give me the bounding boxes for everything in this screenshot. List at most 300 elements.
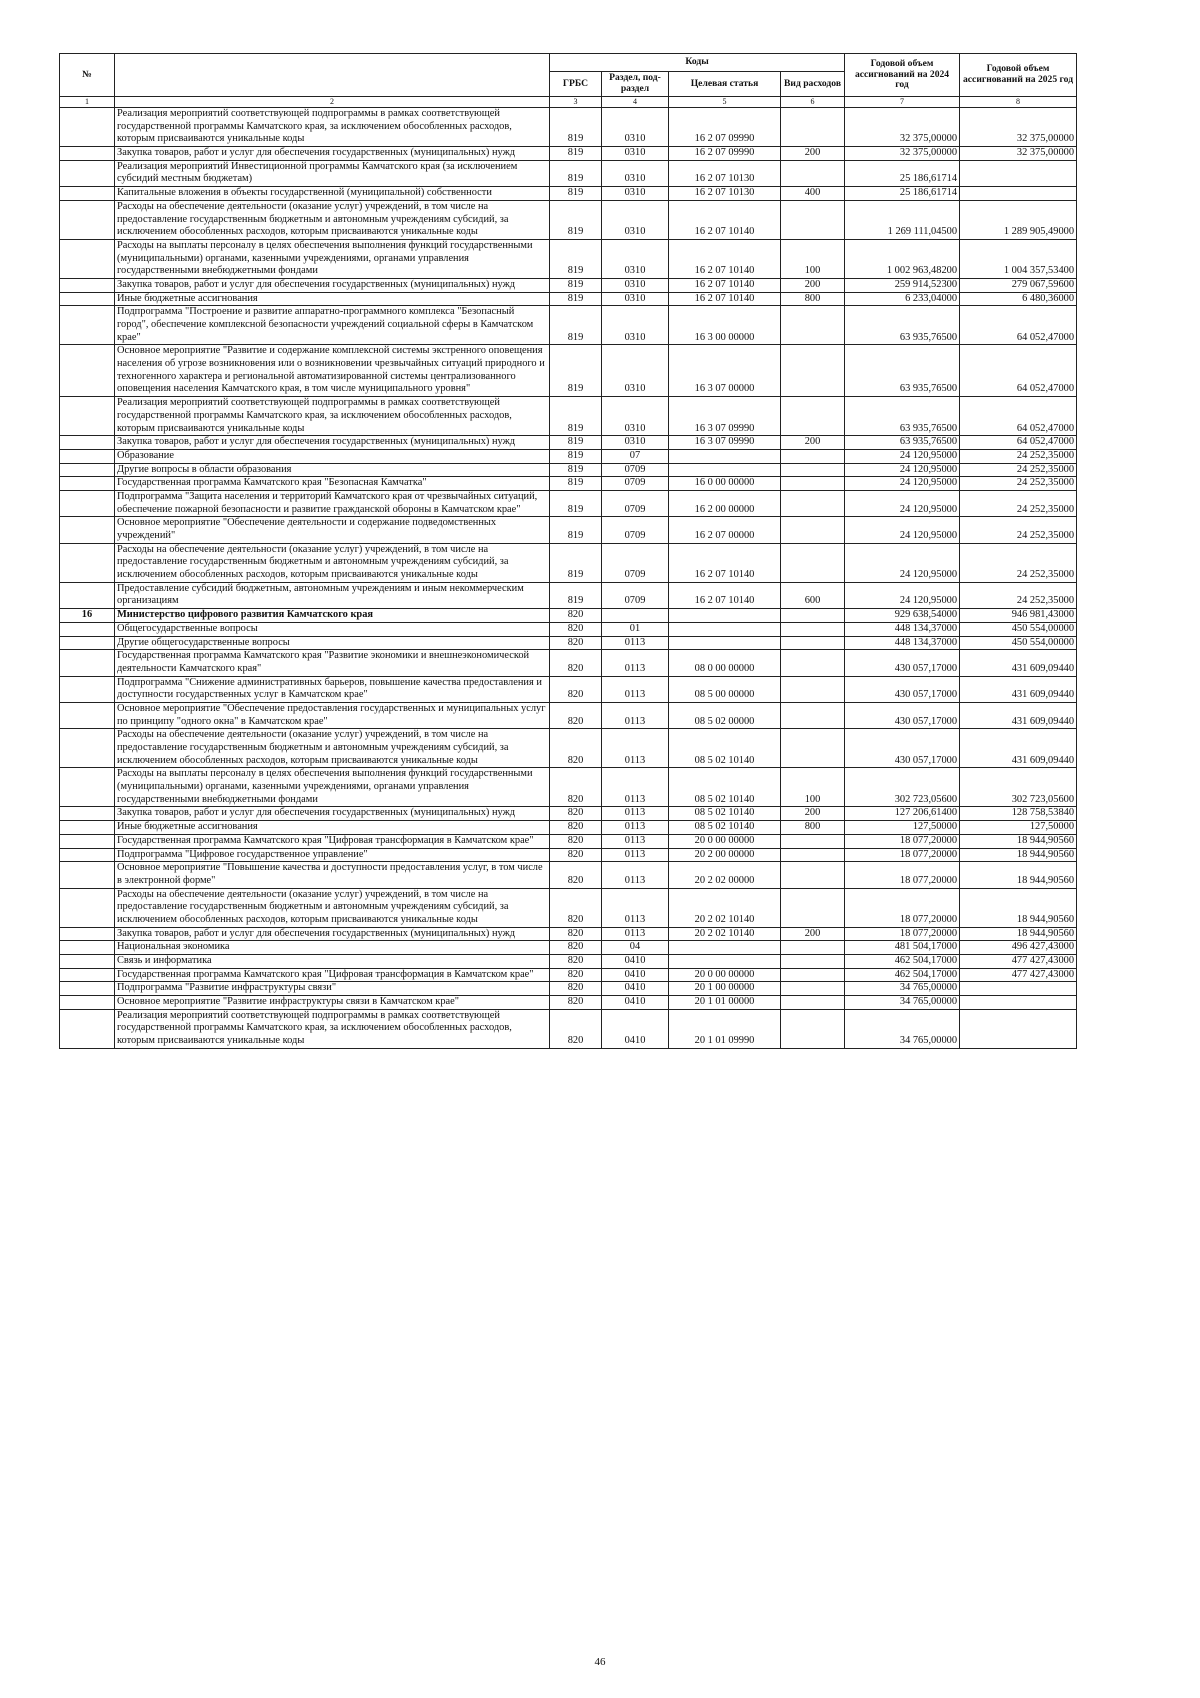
row-grbs: 819 <box>550 160 602 186</box>
row-target: 08 5 00 00000 <box>669 676 781 702</box>
row-target: 16 2 07 10140 <box>669 292 781 306</box>
row-amount-2025: 24 252,35000 <box>960 449 1077 463</box>
row-section: 0113 <box>602 702 669 728</box>
row-grbs: 819 <box>550 278 602 292</box>
row-amount-2025: 32 375,00000 <box>960 108 1077 147</box>
row-grbs: 820 <box>550 768 602 807</box>
row-section: 0310 <box>602 345 669 397</box>
row-amount-2024: 24 120,95000 <box>845 543 960 582</box>
row-amount-2024: 929 638,54000 <box>845 609 960 623</box>
row-section: 0113 <box>602 729 669 768</box>
row-amount-2024: 24 120,95000 <box>845 517 960 543</box>
table-row <box>60 345 1172 397</box>
row-amount-2025: 477 427,43000 <box>960 968 1077 982</box>
row-number <box>60 160 115 186</box>
row-section: 0410 <box>602 968 669 982</box>
row-amount-2024: 302 723,05600 <box>845 768 960 807</box>
row-section: 0113 <box>602 768 669 807</box>
row-gap <box>1077 821 1172 835</box>
row-amount-2024: 63 935,76500 <box>845 397 960 436</box>
row-amount-2025 <box>960 982 1077 996</box>
row-number: 16 <box>60 609 115 623</box>
row-number <box>60 636 115 650</box>
row-grbs: 819 <box>550 200 602 239</box>
row-number <box>60 108 115 147</box>
table-row <box>60 768 1172 807</box>
row-gap <box>1077 636 1172 650</box>
row-target <box>669 636 781 650</box>
row-amount-2024: 259 914,52300 <box>845 278 960 292</box>
row-gap <box>1077 160 1172 186</box>
row-amount-2024: 24 120,95000 <box>845 477 960 491</box>
row-amount-2025: 128 758,53840 <box>960 807 1077 821</box>
row-name: Закупка товаров, работ и услуг для обеспечения государственных (муниципальных) нужд <box>115 807 550 821</box>
row-number <box>60 968 115 982</box>
row-grbs: 820 <box>550 941 602 955</box>
row-amount-2024: 63 935,76500 <box>845 306 960 345</box>
row-number <box>60 807 115 821</box>
row-amount-2024: 462 504,17000 <box>845 968 960 982</box>
row-grbs: 819 <box>550 108 602 147</box>
row-grbs: 819 <box>550 582 602 608</box>
row-gap <box>1077 609 1172 623</box>
row-target: 20 0 00 00000 <box>669 834 781 848</box>
row-target <box>669 955 781 969</box>
row-target: 20 1 01 09990 <box>669 1009 781 1048</box>
row-number <box>60 517 115 543</box>
table-row <box>60 397 1172 436</box>
row-expense-type <box>781 729 845 768</box>
row-section: 0310 <box>602 200 669 239</box>
row-section: 0709 <box>602 543 669 582</box>
row-section: 0709 <box>602 582 669 608</box>
row-expense-type <box>781 848 845 862</box>
row-number <box>60 729 115 768</box>
col-number-8: 8 <box>960 97 1077 108</box>
row-section: 0310 <box>602 160 669 186</box>
table-row <box>60 941 1172 955</box>
header-section: Раздел, под-раздел <box>602 72 669 97</box>
row-section: 0410 <box>602 996 669 1010</box>
row-gap <box>1077 278 1172 292</box>
row-amount-2025: 64 052,47000 <box>960 306 1077 345</box>
row-amount-2025: 18 944,90560 <box>960 888 1077 927</box>
row-expense-type <box>781 702 845 728</box>
row-amount-2024: 18 077,20000 <box>845 848 960 862</box>
row-name: Предоставление субсидий бюджетным, автономным учреждениям и иным некоммерческим организациям <box>115 582 550 608</box>
row-expense-type <box>781 345 845 397</box>
row-number <box>60 543 115 582</box>
page-number: 46 <box>594 1656 606 1668</box>
row-gap <box>1077 834 1172 848</box>
row-expense-type <box>781 834 845 848</box>
row-amount-2025: 18 944,90560 <box>960 927 1077 941</box>
row-target <box>669 463 781 477</box>
table-row <box>60 888 1172 927</box>
row-amount-2025: 450 554,00000 <box>960 622 1077 636</box>
row-grbs: 820 <box>550 650 602 676</box>
row-grbs: 819 <box>550 292 602 306</box>
row-gap <box>1077 676 1172 702</box>
row-section: 0113 <box>602 821 669 835</box>
header-codes: Коды <box>550 54 845 72</box>
row-section: 0310 <box>602 239 669 278</box>
row-target: 20 2 02 10140 <box>669 888 781 927</box>
row-section: 04 <box>602 941 669 955</box>
row-gap <box>1077 397 1172 436</box>
row-section <box>602 609 669 623</box>
row-gap <box>1077 477 1172 491</box>
row-gap <box>1077 622 1172 636</box>
row-name: Закупка товаров, работ и услуг для обеспечения государственных (муниципальных) нужд <box>115 436 550 450</box>
table-row <box>60 609 1172 623</box>
table-row <box>60 821 1172 835</box>
table-row <box>60 517 1172 543</box>
row-amount-2024: 24 120,95000 <box>845 449 960 463</box>
row-target: 20 1 00 00000 <box>669 982 781 996</box>
table-row <box>60 650 1172 676</box>
row-grbs: 819 <box>550 436 602 450</box>
table-row <box>60 1009 1172 1048</box>
row-amount-2025: 32 375,00000 <box>960 147 1077 161</box>
row-target <box>669 941 781 955</box>
row-target <box>669 609 781 623</box>
row-amount-2024: 127,50000 <box>845 821 960 835</box>
row-expense-type <box>781 1009 845 1048</box>
row-expense-type <box>781 397 845 436</box>
row-amount-2025: 1 004 357,53400 <box>960 239 1077 278</box>
table-row <box>60 292 1172 306</box>
table-row <box>60 702 1172 728</box>
row-target: 20 2 02 00000 <box>669 862 781 888</box>
row-gap <box>1077 807 1172 821</box>
row-target: 20 2 02 10140 <box>669 927 781 941</box>
row-number <box>60 582 115 608</box>
row-grbs: 820 <box>550 982 602 996</box>
row-grbs: 820 <box>550 834 602 848</box>
row-target: 08 5 02 10140 <box>669 768 781 807</box>
row-expense-type: 200 <box>781 927 845 941</box>
row-amount-2024: 18 077,20000 <box>845 862 960 888</box>
row-section: 07 <box>602 449 669 463</box>
row-section: 0410 <box>602 1009 669 1048</box>
row-number <box>60 306 115 345</box>
row-amount-2024: 24 120,95000 <box>845 490 960 516</box>
row-name: Расходы на обеспечение деятельности (оказание услуг) учреждений, в том числе на предоставление государственным бюджетным и автономным учреждениям субсидий, за исключением обособленных расходов, которым присваиваются уникальные коды <box>115 729 550 768</box>
row-name: Закупка товаров, работ и услуг для обеспечения государственных (муниципальных) нужд <box>115 278 550 292</box>
row-section: 0113 <box>602 927 669 941</box>
row-target: 16 3 07 09990 <box>669 397 781 436</box>
row-gap <box>1077 200 1172 239</box>
row-grbs: 820 <box>550 807 602 821</box>
row-expense-type <box>781 996 845 1010</box>
row-gap <box>1077 449 1172 463</box>
row-number <box>60 200 115 239</box>
row-number <box>60 397 115 436</box>
table-row <box>60 834 1172 848</box>
row-amount-2024: 34 765,00000 <box>845 982 960 996</box>
row-name: Связь и информатика <box>115 955 550 969</box>
row-section: 0410 <box>602 955 669 969</box>
table-row <box>60 729 1172 768</box>
table-row <box>60 306 1172 345</box>
row-amount-2025: 18 944,90560 <box>960 834 1077 848</box>
row-grbs: 820 <box>550 862 602 888</box>
row-target <box>669 449 781 463</box>
row-target: 20 2 00 00000 <box>669 848 781 862</box>
row-name: Подпрограмма "Снижение административных барьеров, повышение качества предоставления и доступности государственных услуг в Камчатском крае" <box>115 676 550 702</box>
row-amount-2025: 24 252,35000 <box>960 477 1077 491</box>
row-grbs: 819 <box>550 306 602 345</box>
row-grbs: 820 <box>550 702 602 728</box>
row-name: Закупка товаров, работ и услуг для обеспечения государственных (муниципальных) нужд <box>115 147 550 161</box>
row-section: 0310 <box>602 187 669 201</box>
row-number <box>60 821 115 835</box>
row-gap <box>1077 187 1172 201</box>
col-number-7: 7 <box>845 97 960 108</box>
row-grbs: 820 <box>550 888 602 927</box>
row-amount-2024: 448 134,37000 <box>845 622 960 636</box>
row-expense-type <box>781 449 845 463</box>
row-expense-type: 600 <box>781 582 845 608</box>
row-expense-type: 200 <box>781 807 845 821</box>
row-name: Капитальные вложения в объекты государственной (муниципальной) собственности <box>115 187 550 201</box>
row-number <box>60 463 115 477</box>
row-name: Подпрограмма "Построение и развитие аппаратно-программного комплекса "Безопасный город", обеспечение комплексной безопасности учреждений социальной сферы в Камчатском крае" <box>115 306 550 345</box>
row-section: 0113 <box>602 834 669 848</box>
row-amount-2025: 64 052,47000 <box>960 345 1077 397</box>
table-row <box>60 807 1172 821</box>
row-expense-type <box>781 609 845 623</box>
table-row <box>60 982 1172 996</box>
row-expense-type <box>781 650 845 676</box>
row-expense-type: 200 <box>781 147 845 161</box>
row-target: 16 2 07 09990 <box>669 108 781 147</box>
row-section: 0310 <box>602 278 669 292</box>
row-expense-type <box>781 862 845 888</box>
row-name: Основное мероприятие "Развитие инфраструктуры связи в Камчатском крае" <box>115 996 550 1010</box>
row-number <box>60 436 115 450</box>
table-row <box>60 108 1172 147</box>
row-grbs: 819 <box>550 490 602 516</box>
row-amount-2024: 32 375,00000 <box>845 147 960 161</box>
row-number <box>60 147 115 161</box>
row-amount-2025 <box>960 996 1077 1010</box>
row-amount-2025 <box>960 1009 1077 1048</box>
row-number <box>60 927 115 941</box>
row-expense-type <box>781 955 845 969</box>
row-section: 0310 <box>602 306 669 345</box>
row-expense-type <box>781 108 845 147</box>
row-target: 08 5 02 00000 <box>669 702 781 728</box>
row-grbs: 820 <box>550 729 602 768</box>
col-number-5: 5 <box>669 97 781 108</box>
row-gap <box>1077 768 1172 807</box>
row-section: 0310 <box>602 147 669 161</box>
row-amount-2025: 431 609,09440 <box>960 729 1077 768</box>
row-gap <box>1077 463 1172 477</box>
table-row <box>60 278 1172 292</box>
table-row <box>60 582 1172 608</box>
table-row <box>60 955 1172 969</box>
row-amount-2025 <box>960 160 1077 186</box>
row-amount-2024: 63 935,76500 <box>845 345 960 397</box>
table-body <box>60 108 1172 1049</box>
row-amount-2025: 24 252,35000 <box>960 582 1077 608</box>
row-amount-2025: 127,50000 <box>960 821 1077 835</box>
row-gap <box>1077 517 1172 543</box>
row-amount-2025: 18 944,90560 <box>960 848 1077 862</box>
row-name: Образование <box>115 449 550 463</box>
row-expense-type <box>781 543 845 582</box>
header-amount-2024: Годовой объем ассигнований на 2024 год <box>845 54 960 97</box>
row-section: 0113 <box>602 862 669 888</box>
row-amount-2024: 34 765,00000 <box>845 996 960 1010</box>
row-gap <box>1077 108 1172 147</box>
row-section: 0310 <box>602 108 669 147</box>
table-row <box>60 449 1172 463</box>
row-expense-type <box>781 490 845 516</box>
row-amount-2024: 63 935,76500 <box>845 436 960 450</box>
row-section: 0113 <box>602 807 669 821</box>
row-section: 0310 <box>602 436 669 450</box>
row-number <box>60 278 115 292</box>
row-number <box>60 239 115 278</box>
row-target: 16 2 07 00000 <box>669 517 781 543</box>
row-target: 16 2 07 10140 <box>669 239 781 278</box>
row-name: Закупка товаров, работ и услуг для обеспечения государственных (муниципальных) нужд <box>115 927 550 941</box>
table-row <box>60 996 1172 1010</box>
row-amount-2024: 1 269 111,04500 <box>845 200 960 239</box>
col-number-1: 1 <box>60 97 115 108</box>
row-amount-2025: 24 252,35000 <box>960 517 1077 543</box>
row-section: 0709 <box>602 517 669 543</box>
row-gap <box>1077 292 1172 306</box>
col-number-6: 6 <box>781 97 845 108</box>
row-amount-2025: 450 554,00000 <box>960 636 1077 650</box>
row-gap <box>1077 862 1172 888</box>
row-amount-2025: 24 252,35000 <box>960 463 1077 477</box>
row-number <box>60 982 115 996</box>
row-target: 08 5 02 10140 <box>669 729 781 768</box>
row-grbs: 820 <box>550 676 602 702</box>
row-number <box>60 622 115 636</box>
row-name: Иные бюджетные ассигнования <box>115 292 550 306</box>
row-grbs: 819 <box>550 477 602 491</box>
row-grbs: 820 <box>550 927 602 941</box>
row-expense-type <box>781 160 845 186</box>
row-number <box>60 187 115 201</box>
row-grbs: 820 <box>550 848 602 862</box>
row-target: 16 3 00 00000 <box>669 306 781 345</box>
row-expense-type <box>781 622 845 636</box>
row-number <box>60 888 115 927</box>
row-name: Расходы на выплаты персоналу в целях обеспечения выполнения функций государственными (муниципальными) органами, казенными учреждениями, органами управления государственными внебюджетными фондами <box>115 239 550 278</box>
row-grbs: 819 <box>550 345 602 397</box>
row-amount-2024: 34 765,00000 <box>845 1009 960 1048</box>
col-number-2: 2 <box>115 97 550 108</box>
row-amount-2025: 946 981,43000 <box>960 609 1077 623</box>
row-number <box>60 477 115 491</box>
row-amount-2025: 302 723,05600 <box>960 768 1077 807</box>
row-name: Реализация мероприятий соответствующей подпрограммы в рамках соответствующей государственной программы Камчатского края, за исключением обособленных расходов, которым присваиваются уникальные коды <box>115 108 550 147</box>
row-expense-type <box>781 968 845 982</box>
row-name: Основное мероприятие "Повышение качества и доступности предоставления услуг, в том числе в электронной форме" <box>115 862 550 888</box>
row-grbs: 819 <box>550 187 602 201</box>
row-grbs: 819 <box>550 543 602 582</box>
header-amount-2025: Годовой объем ассигнований на 2025 год <box>960 54 1077 97</box>
row-target: 16 2 07 10140 <box>669 543 781 582</box>
row-amount-2024: 430 057,17000 <box>845 676 960 702</box>
row-number <box>60 862 115 888</box>
row-amount-2024: 481 504,17000 <box>845 941 960 955</box>
row-section: 0310 <box>602 292 669 306</box>
row-section: 01 <box>602 622 669 636</box>
row-gap <box>1077 982 1172 996</box>
row-amount-2024: 25 186,61714 <box>845 187 960 201</box>
row-name: Расходы на обеспечение деятельности (оказание услуг) учреждений, в том числе на предоставление государственным бюджетным и автономным учреждениям субсидий, за исключением обособленных расходов, которым присваиваются уникальные коды <box>115 543 550 582</box>
row-amount-2024: 6 233,04000 <box>845 292 960 306</box>
row-amount-2024: 430 057,17000 <box>845 702 960 728</box>
row-gap <box>1077 650 1172 676</box>
row-amount-2025: 64 052,47000 <box>960 397 1077 436</box>
row-gap <box>1077 345 1172 397</box>
row-number <box>60 345 115 397</box>
row-name: Основное мероприятие "Обеспечение деятельности и содержание подведомственных учреждений" <box>115 517 550 543</box>
header-expense-type: Вид расходов <box>781 72 845 97</box>
row-number <box>60 768 115 807</box>
table-header <box>60 54 1172 108</box>
row-section: 0709 <box>602 477 669 491</box>
table-row <box>60 927 1172 941</box>
row-expense-type <box>781 517 845 543</box>
row-target: 16 2 07 10140 <box>669 200 781 239</box>
budget-table <box>59 53 1172 1049</box>
row-amount-2025: 431 609,09440 <box>960 650 1077 676</box>
row-grbs: 819 <box>550 463 602 477</box>
row-target: 16 3 07 09990 <box>669 436 781 450</box>
table-row <box>60 239 1172 278</box>
row-amount-2025: 24 252,35000 <box>960 490 1077 516</box>
row-grbs: 819 <box>550 147 602 161</box>
row-expense-type: 100 <box>781 768 845 807</box>
row-number <box>60 955 115 969</box>
row-grbs: 819 <box>550 517 602 543</box>
row-section: 0410 <box>602 982 669 996</box>
row-name: Расходы на обеспечение деятельности (оказание услуг) учреждений, в том числе на предоставление государственным бюджетным и автономным учреждениям субсидий, за исключением обособленных расходов, которым присваиваются уникальные коды <box>115 888 550 927</box>
row-amount-2025: 64 052,47000 <box>960 436 1077 450</box>
row-gap <box>1077 941 1172 955</box>
row-grbs: 820 <box>550 1009 602 1048</box>
row-section: 0113 <box>602 888 669 927</box>
row-expense-type: 800 <box>781 292 845 306</box>
row-expense-type <box>781 888 845 927</box>
row-name: Государственная программа Камчатского края "Безопасная Камчатка" <box>115 477 550 491</box>
row-amount-2024: 462 504,17000 <box>845 955 960 969</box>
row-grbs: 820 <box>550 636 602 650</box>
row-expense-type <box>781 463 845 477</box>
row-name: Министерство цифрового развития Камчатского края <box>115 609 550 623</box>
row-name: Государственная программа Камчатского края "Развитие экономики и внешнеэкономической деятельности Камчатского края" <box>115 650 550 676</box>
table-row <box>60 636 1172 650</box>
table-row <box>60 200 1172 239</box>
row-amount-2025: 431 609,09440 <box>960 702 1077 728</box>
row-expense-type <box>781 941 845 955</box>
row-number <box>60 676 115 702</box>
row-name: Расходы на выплаты персоналу в целях обеспечения выполнения функций государственными (муниципальными) органами, казенными учреждениями, органами управления государственными внебюджетными фондами <box>115 768 550 807</box>
row-target: 16 2 00 00000 <box>669 490 781 516</box>
row-number <box>60 292 115 306</box>
